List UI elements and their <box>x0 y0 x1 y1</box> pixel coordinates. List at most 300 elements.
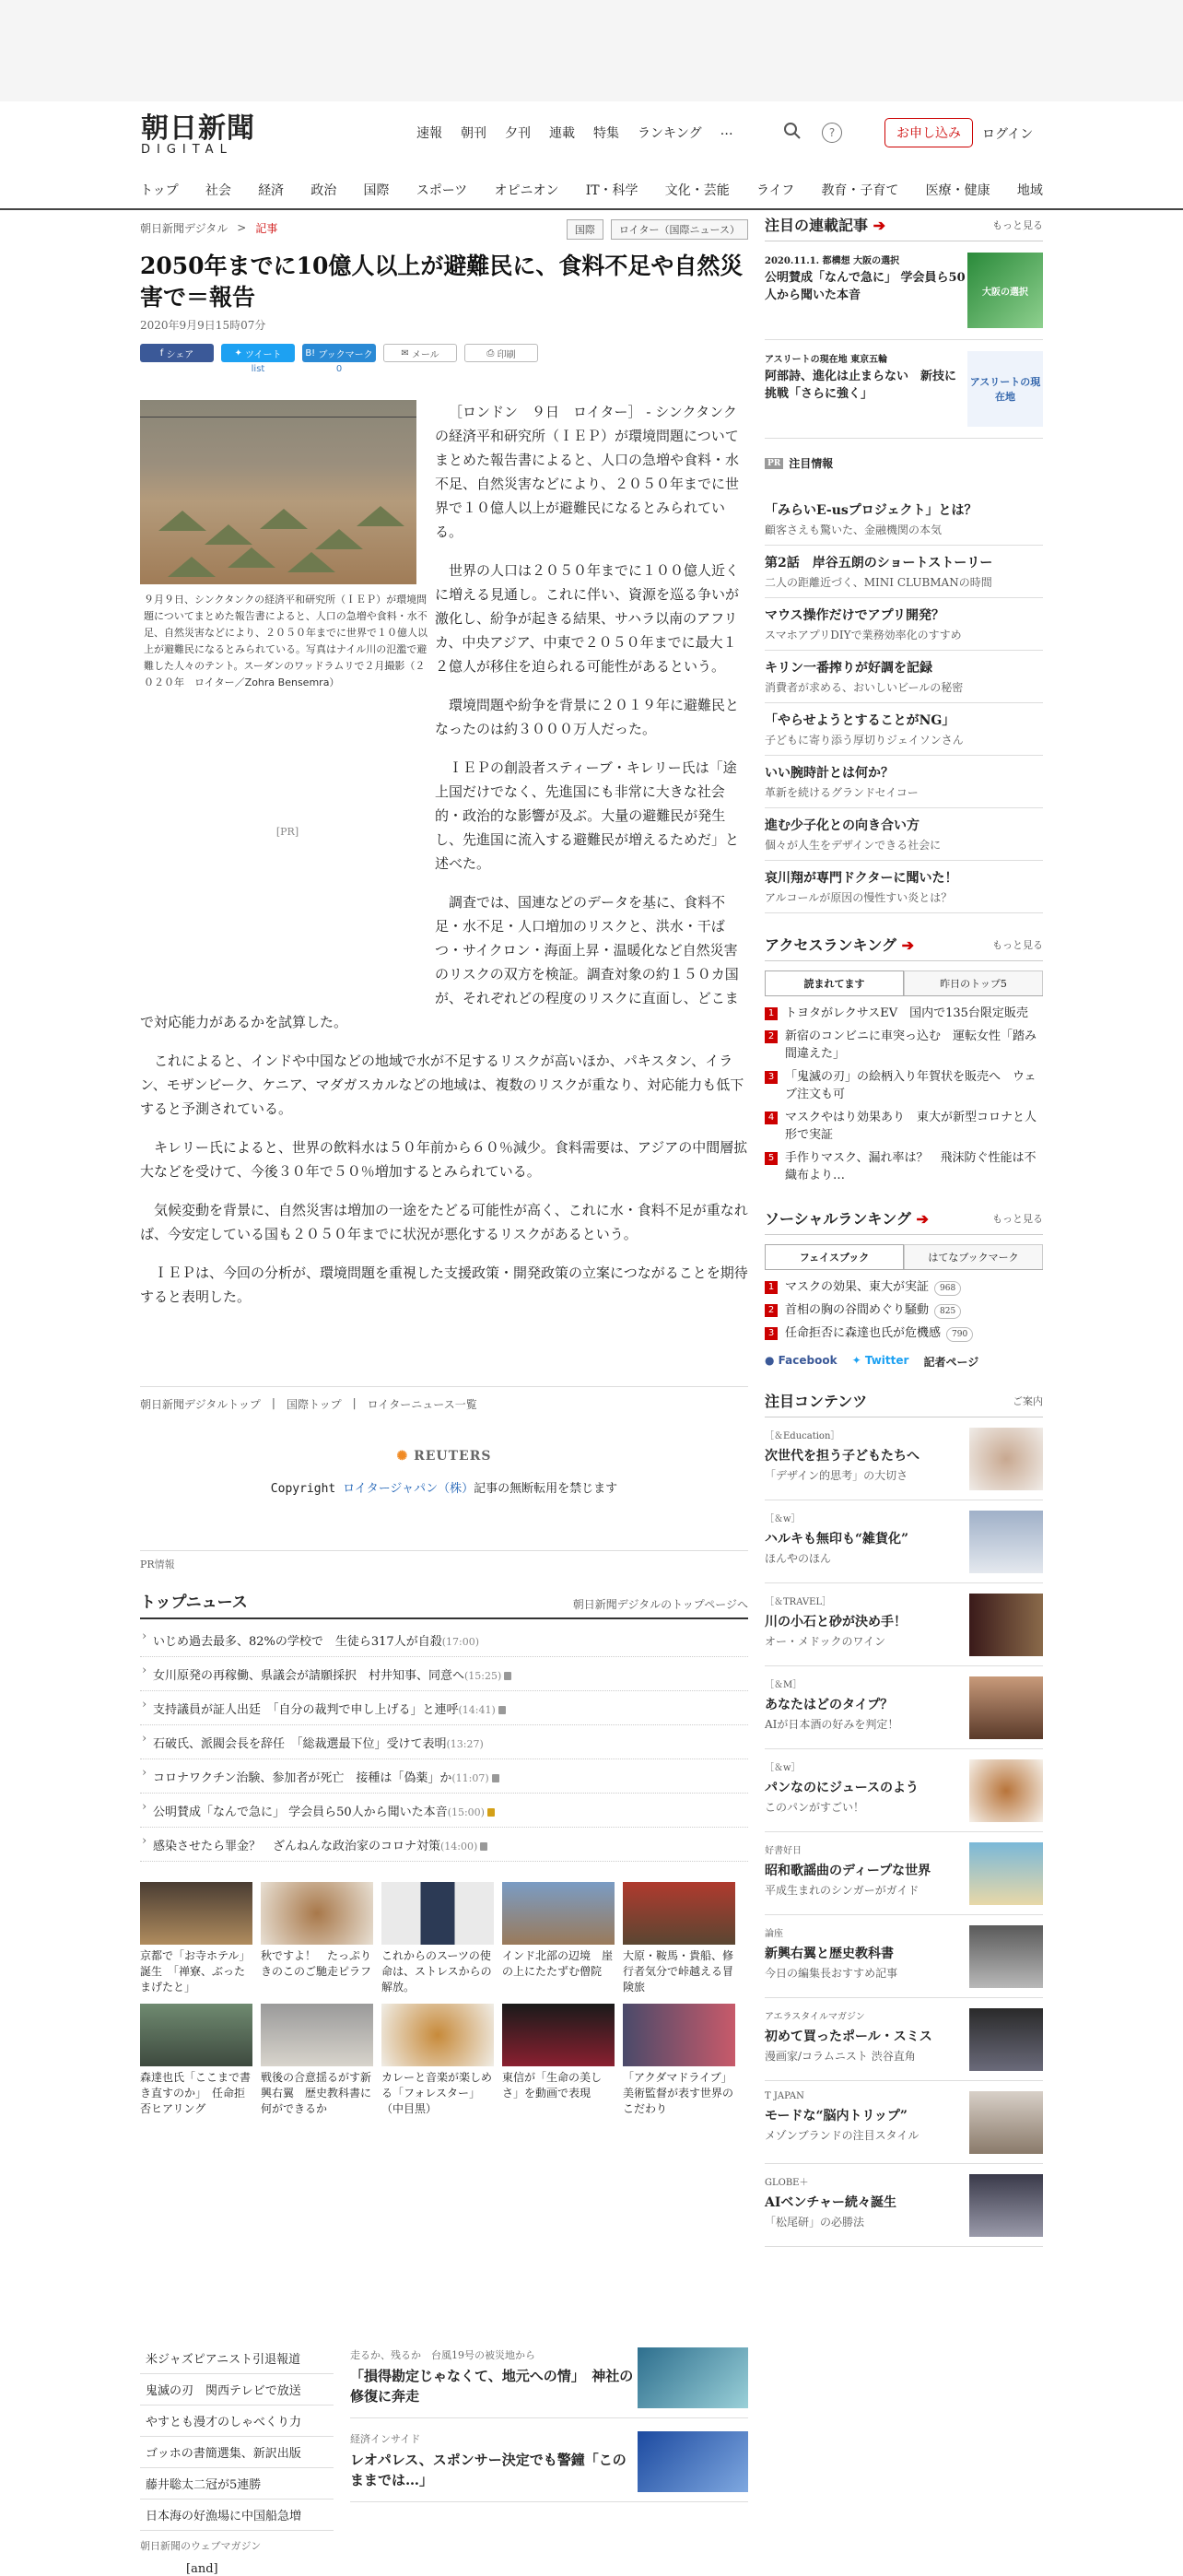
tw-label: ツイート <box>245 349 282 360</box>
list-item[interactable]: 日本海の好漁場に中国船急増 <box>140 2500 334 2531</box>
item-title: 「やらせようとすることがNG」 <box>765 713 955 728</box>
item-sub: スマホアプリDIYで業務効率化のすすめ <box>765 629 962 641</box>
content-thumbnail <box>969 2174 1043 2237</box>
tag-reuters[interactable]: ロイター（国際ニュース） <box>611 219 748 240</box>
content-kicker: ［＆TRAVEL］ <box>765 1597 832 1607</box>
thumbnail <box>623 1882 735 1945</box>
content-item[interactable] <box>765 1666 1043 1749</box>
thumbnail <box>140 2004 252 2066</box>
list-item[interactable]: 米ジャズピアニスト引退報道 <box>140 2343 334 2374</box>
featured-contents <box>765 1390 1043 2247</box>
series-more-link[interactable]: もっと見る <box>992 218 1043 231</box>
login-button[interactable]: ログイン <box>982 127 1034 142</box>
content-thumbnail <box>969 2091 1043 2154</box>
share-bar <box>140 344 748 374</box>
paragraph: 環境問題や紛争を背景に２０１９年に避難民となったのは約３０００万人だった。 <box>435 697 740 737</box>
series-thumbnail: アスリートの現在地 <box>967 351 1043 427</box>
content-kicker: GLOBE＋ <box>765 2178 809 2188</box>
paragraph: ＩＥＰの創設者スティーブ・キレリー氏は「途上国だけでなく、先進国にも非常に大きな社会的・政治的な影響が及ぶ。大量の避難民が発生し、先進国に流入する避難民が増えるためだ」と述べた。 <box>435 759 740 872</box>
cat-opinion[interactable]: オピニオン <box>494 183 559 198</box>
thumbnail <box>261 2004 373 2066</box>
printer-icon: ⎙ <box>486 347 498 359</box>
content-item[interactable] <box>765 1915 1043 1998</box>
attention-header <box>765 455 1043 471</box>
item-title: キリン一番搾りが好調を記録 <box>765 661 932 676</box>
list-item[interactable] <box>765 861 1043 913</box>
social-more-link[interactable]: もっと見る <box>992 1212 1043 1225</box>
help-icon[interactable]: ? <box>822 123 842 143</box>
content-sub: ほんやのほん <box>765 1552 832 1565</box>
feature-item[interactable] <box>350 2347 748 2418</box>
bottom-list <box>140 2343 334 2531</box>
crumb-article[interactable]: 記事 <box>255 221 278 235</box>
cat-international[interactable]: 国際 <box>363 183 390 198</box>
thumbnail <box>261 1882 373 1945</box>
twitter-icon: ✦ <box>234 347 246 359</box>
attention-list <box>765 493 1043 913</box>
content-item[interactable] <box>765 1417 1043 1500</box>
logo-sub: DIGITAL <box>141 143 233 157</box>
list-item[interactable] <box>765 703 1043 756</box>
rank-title: トヨタがレクサスEV 国内で135台限定販売 <box>785 1006 1028 1020</box>
mail-button[interactable] <box>383 344 457 362</box>
top-band <box>0 0 1183 101</box>
tab-hatena[interactable]: はてなブックマーク <box>904 1244 1043 1269</box>
hatena-bookmark-button[interactable] <box>302 344 376 362</box>
list-item[interactable] <box>140 1623 748 1657</box>
news-title: 感染させたら罪金？ ざんねんな政治家のコロナ対策 <box>153 1840 441 1853</box>
pr-badge: PR <box>765 458 783 469</box>
content-title: 川の小石と砂が決め手！ <box>765 1615 907 1629</box>
list-item[interactable] <box>140 1828 748 1862</box>
news-time: (15:25) <box>464 1670 502 1682</box>
share-count: 968 <box>934 1281 961 1296</box>
content-item[interactable] <box>765 2164 1043 2247</box>
cat-region[interactable]: 地域 <box>1016 183 1043 198</box>
ranking-item[interactable] <box>765 1002 1043 1025</box>
contents-title: 注目コンテンツ <box>765 1393 868 1410</box>
rank-title: 手作りマスク、漏れ率は？ 飛沫防ぐ性能は不織布より… <box>785 1151 1037 1182</box>
news-title: いじめ過去最多、82%の学校で 生徒ら317人が自殺 <box>153 1635 442 1649</box>
content-kicker: T JAPAN <box>765 2091 804 2101</box>
content-title: AIベンチャー続々誕生 <box>765 2195 896 2210</box>
facebook-share-button[interactable] <box>140 344 214 362</box>
print-button[interactable] <box>464 344 538 362</box>
news-title: 支持議員が証人出廷 「自分の裁判で申し上げる」と連呼 <box>153 1703 459 1717</box>
bottom-features <box>350 2347 748 2515</box>
content-title: 次世代を担う子どもたちへ <box>765 1449 919 1464</box>
content-title: 新興右翼と歴史教科書 <box>765 1947 894 1961</box>
lock-icon <box>480 1842 487 1851</box>
list-item[interactable] <box>140 1691 748 1725</box>
paragraph: これによると、インドや中国などの地域で水が不足するリスクが高いほか、パキスタン、イラン、モザンビーク、ケニア、マダガスカルなどの地域は、複数のリスクが重なり、対応能力も低下すると予測されている。 <box>140 1053 744 1117</box>
list-item[interactable] <box>140 1759 748 1794</box>
site-logo[interactable] <box>141 114 270 157</box>
content-thumbnail <box>969 1842 1043 1905</box>
fb-label: シェア <box>166 349 194 360</box>
content-thumbnail <box>969 1511 1043 1573</box>
nav-evening[interactable]: 夕刊 <box>505 126 531 141</box>
reuters-icon: ✺ <box>396 1449 409 1464</box>
news-time: (13:27) <box>446 1738 484 1750</box>
rank-badge: 5 <box>765 1152 778 1165</box>
paragraph: 世界の人口は２０５０年までに１００億人近くに増える見通し。これに伴い、資源を巡る争いが激化し、紛争が起きる結果、サハラ以南のアフリカ、中央アジア、中東で２０５０年までに最大１２億人が移住を迫られる可能性があるという。 <box>435 562 740 675</box>
item-title: 哀川翔が専門ドクターに聞いた！ <box>765 871 958 886</box>
reuters-logo-text: REUTERS <box>414 1449 492 1464</box>
series-thumbnail: 大阪の選択 <box>967 253 1043 328</box>
ranking-item[interactable] <box>765 1322 1043 1345</box>
access-ranking <box>765 934 1043 1187</box>
twitter-icon: ✦ <box>851 1354 861 1367</box>
lock-icon <box>498 1706 506 1714</box>
contents-guide-link[interactable]: ご案内 <box>1013 1394 1043 1407</box>
content-sub: 「松尾研」の必勝法 <box>765 2216 865 2229</box>
reuters-credit <box>140 1449 748 1496</box>
reuters-logo <box>140 1449 748 1464</box>
content-sub: 今日の編集長おすすめ記事 <box>765 1967 898 1980</box>
cat-sports[interactable]: スポーツ <box>416 183 468 198</box>
photo-grid <box>140 1882 748 2118</box>
article-title: 2050年までに10億人以上が避難民に、食料不足や自然災害で＝報告 <box>140 253 744 311</box>
series-item[interactable] <box>765 241 1043 340</box>
cat-health[interactable]: 医療・健康 <box>925 183 990 198</box>
grid-item[interactable] <box>140 2004 252 2118</box>
grid-item[interactable] <box>261 2004 373 2118</box>
ranking-item[interactable] <box>765 1276 1043 1299</box>
tag-international[interactable]: 国際 <box>567 219 603 240</box>
content-thumbnail <box>969 1925 1043 1988</box>
news-title: 石破氏、派閥会長を辞任 「総裁選最下位」受けて表明 <box>153 1737 447 1751</box>
content-thumbnail <box>969 1759 1043 1822</box>
content-title: ハルキも無印も“雑貨化” <box>765 1532 909 1547</box>
link-digital-top[interactable]: 朝日新聞デジタルトップ <box>140 1398 261 1411</box>
print-label: 印刷 <box>497 349 516 360</box>
facebook-icon: f <box>159 347 167 359</box>
cat-society[interactable]: 社会 <box>205 183 231 198</box>
top-news-title: トップニュース <box>140 1594 248 1612</box>
grid-caption: 森達也氏「ここまで書き直すのか」 任命拒否ヒアリング <box>140 2071 252 2115</box>
writer-page-link[interactable]: 記者ページ <box>923 1356 979 1369</box>
nav-breaking[interactable]: 速報 <box>416 126 442 141</box>
thumbnail <box>381 1882 494 1945</box>
series-kicker: 2020.11.1. 都構想 大阪の選択 <box>765 256 900 266</box>
rank-badge: 4 <box>765 1112 778 1124</box>
item-title: いい腕時計とは何か？ <box>765 766 894 781</box>
news-title: コロナワクチン治験、参加者が死亡 接種は「偽薬」か <box>153 1771 452 1785</box>
cat-life[interactable]: ライフ <box>756 183 795 198</box>
content-kicker: ［＆w］ <box>765 1763 801 1773</box>
rank-badge: 2 <box>765 1304 778 1317</box>
list-item[interactable]: ゴッホの書簡選集、新訳出版 <box>140 2437 334 2468</box>
article-photo[interactable] <box>140 400 416 584</box>
list-item[interactable] <box>765 598 1043 651</box>
list-item[interactable] <box>765 808 1043 861</box>
rank-badge: 1 <box>765 1007 778 1020</box>
content-item[interactable] <box>765 1832 1043 1915</box>
header-nav <box>416 124 733 142</box>
hb-label: ブックマーク <box>318 349 373 360</box>
content-sub: このパンがすごい！ <box>765 1801 865 1814</box>
content-thumbnail <box>969 1676 1043 1739</box>
thumbnail <box>502 2004 615 2066</box>
thumbnail <box>381 2004 494 2066</box>
arrow-right-icon: ➔ <box>901 936 915 954</box>
feature-title: 「損得勘定じゃなくて、地元への情」 神社の修復に奔走 <box>350 2368 634 2405</box>
top-news-more-link[interactable]: 朝日新聞デジタルのトップページへ <box>572 1598 748 1611</box>
feature-kicker: 経済インサイド <box>350 2433 421 2445</box>
content-title: 昭和歌謡曲のディープな世界 <box>765 1864 931 1878</box>
content-title: モードな“脳内トリップ” <box>765 2109 908 2123</box>
content-sub: オー・メドックのワイン <box>765 1635 886 1648</box>
content-thumbnail <box>969 2008 1043 2071</box>
grid-caption: 「アクダマドライブ」美術監督が表す世界のこだわり <box>623 2071 734 2115</box>
figure <box>140 400 435 1008</box>
grid-caption: 大原・鞍馬・貴船、修行者気分で峠越える冒険旅 <box>623 1949 734 1994</box>
logo-title: 朝日新聞 <box>141 112 255 145</box>
list-item[interactable] <box>765 651 1043 703</box>
content-sub: 「デザイン的思考」の大切さ <box>765 1469 908 1482</box>
bookmark-count[interactable]: 0 <box>335 364 343 374</box>
grid-item[interactable] <box>623 1882 735 1996</box>
content-kicker: ［＆w］ <box>765 1514 801 1524</box>
mail-icon: ✉ <box>401 347 412 359</box>
facebook-link[interactable] <box>765 1354 837 1370</box>
thumbnail <box>140 1882 252 1945</box>
web-magazine-label: 朝日新聞のウェブマガジン <box>140 2540 262 2552</box>
lock-icon <box>492 1774 499 1782</box>
content-item[interactable] <box>765 1583 1043 1666</box>
grid-item[interactable] <box>623 2004 735 2118</box>
item-sub: 子どもに寄り添う厚切りジェイソンさん <box>765 734 964 747</box>
content-item[interactable] <box>765 1500 1043 1583</box>
grid-caption: これからのスーツの使命は、ストレスからの解放。 <box>381 1949 492 1994</box>
rank-title: マスクやはり効果あり 東大が新型コロナと人形で実証 <box>785 1111 1037 1142</box>
rank-title: 「鬼滅の刃」の絵柄入り年賀状を販売へ ウェブ注文も可 <box>785 1070 1037 1101</box>
list-item[interactable] <box>140 1794 748 1828</box>
grid-caption: 秋ですよ！ たっぷりきのこのご馳走ピラフ <box>261 1949 372 1978</box>
paragraph: キレリー氏によると、世界の飲料水は５０年前から６０％減少。食料需要は、アジアの中間層拡大などを受けて、今後３０年で５０％増加するとみられている。 <box>140 1139 748 1180</box>
thumbnail <box>623 2004 735 2066</box>
nav-features[interactable]: 特集 <box>593 126 619 141</box>
lock-icon <box>504 1672 511 1680</box>
nav-morning[interactable]: 朝刊 <box>461 126 486 141</box>
list-item[interactable] <box>140 1725 748 1759</box>
thumbnail <box>502 1882 615 1945</box>
reuters-japan-link[interactable]: ロイタージャパン（株） <box>343 1482 474 1496</box>
item-sub: 顧客さえも驚いた、金融機関の本気 <box>765 523 943 536</box>
article-body <box>140 400 748 1323</box>
news-title: 公明賛成「なんで急に」 学会員ら50人から聞いた本音 <box>153 1806 448 1819</box>
arrow-right-icon: ➔ <box>873 217 885 234</box>
nav-ranking[interactable]: ランキング <box>638 126 702 141</box>
pr-label: [PR] <box>275 826 299 838</box>
photo-caption: ９月９日、シンクタンクの経済平和研究所（ＩＥＰ）が環境問題についてまとめた報告書によると、人口の急増や食料・水不足、自然災害などにより、２０５０年までに世界で１０億人以上が避難民になるとみられている。写真はナイル川の氾濫で避難した人々のテント。スーダンのワッドラムリで２月撮影（２０２０年 ロイター／Zohra Bensemra） <box>144 594 428 688</box>
mail-label: メール <box>411 349 439 360</box>
cat-economy[interactable]: 経済 <box>258 183 285 198</box>
crumb-home[interactable]: 朝日新聞デジタル <box>140 221 228 235</box>
feature-thumbnail <box>638 2431 748 2492</box>
ranking-item[interactable] <box>765 1299 1043 1322</box>
content-kicker: ［＆M］ <box>765 1680 802 1690</box>
article-footer-links: 朝日新聞デジタルトップ | 国際トップ | ロイターニュース一覧 <box>140 1386 748 1412</box>
tab-most-read[interactable]: 読まれてます <box>765 970 904 995</box>
content-sub: AIが日本酒の好みを判定！ <box>765 1718 899 1731</box>
grid-caption: カレーと音楽が楽しめる「フォレスター」（中目黒） <box>381 2071 493 2115</box>
paragraph: ［ロンドン ９日 ロイター］ - シンクタンクの経済平和研究所（ＩＥＰ）が環境問題についてまとめた報告書によると、人口の急増や食料・水不足、自然災害などにより、２０５０年までに世界で１０億人以上が避難民になるとみられている。 <box>435 404 740 540</box>
news-time: (11:07) <box>451 1772 489 1784</box>
hatena-icon: B! <box>305 347 319 359</box>
feature-title: レオパレス、スポンサー決定でも警鐘「このままでは…」 <box>350 2452 627 2488</box>
facebook-label: Facebook <box>778 1354 837 1367</box>
list-item[interactable]: やすとも漫才のしゃべくり力 <box>140 2405 334 2437</box>
subscribe-button[interactable]: お申し込み <box>884 118 973 147</box>
rank-title: マスクの効果、東大が実証 <box>785 1280 930 1294</box>
category-nav <box>0 168 1183 210</box>
search-icon[interactable] <box>783 122 802 144</box>
content-title: パンなのにジュースのよう <box>765 1781 919 1795</box>
copyright <box>140 1478 748 1496</box>
series-kicker: アスリートの現在地 東京五輪 <box>765 355 888 365</box>
item-title: 進む少子化との向き合い方 <box>765 818 919 833</box>
rank-badge: 3 <box>765 1327 778 1340</box>
grid-item[interactable] <box>381 1882 494 1996</box>
news-title: 女川原発の再稼働、県議会が請願採択 村井知事、同意へ <box>153 1669 465 1683</box>
news-time: (14:41) <box>458 1704 496 1716</box>
share-count: 790 <box>946 1327 973 1342</box>
grid-item[interactable] <box>502 1882 615 1996</box>
item-sub: アルコールが原因の慢性すい炎とは？ <box>765 891 953 904</box>
list-item[interactable]: 藤井聡太二冠が5連勝 <box>140 2468 334 2500</box>
nav-more[interactable]: … <box>720 124 733 138</box>
grid-caption: インド北部の辺境 崖の上にたたずむ僧院 <box>502 1949 614 1978</box>
content-item[interactable] <box>765 2081 1043 2164</box>
access-title: アクセスランキング <box>765 936 897 954</box>
social-ranking <box>765 1207 1043 1370</box>
twitter-label: Twitter <box>864 1354 909 1367</box>
paragraph: 調査では、国連などのデータを基に、食料不足・水不足・人口増加のリスクと、洪水・干ばつ・サイクロン・海面上昇・温暖化など自然災害のリスクの双方を検証。調査対象の約１５０カ国が、それぞれどの程度のリスクに直面し、どこまで対応能力があるかを試算した。 <box>140 894 739 1030</box>
grid-item[interactable] <box>261 1882 373 1996</box>
grid-item[interactable] <box>381 2004 494 2118</box>
copy-post: 記事の無断転用を禁じます <box>474 1482 618 1496</box>
cat-it-science[interactable]: IT・科学 <box>585 183 638 198</box>
ranking-item[interactable] <box>765 1025 1043 1065</box>
twitter-link[interactable] <box>852 1354 909 1370</box>
ranking-item[interactable] <box>765 1147 1043 1187</box>
list-item[interactable] <box>140 1657 748 1691</box>
share-count: 825 <box>934 1304 961 1319</box>
feature-item[interactable] <box>350 2431 748 2502</box>
tab-yesterday-top5[interactable]: 昨日のトップ5 <box>904 970 1043 995</box>
copy-pre: Copyright <box>270 1482 344 1496</box>
rank-title: 新宿のコンビニに車突っ込む 運転女性「踏み間違えた」 <box>785 1029 1037 1061</box>
cat-politics[interactable]: 政治 <box>310 183 337 198</box>
content-kicker: 好書好日 <box>765 1846 802 1856</box>
content-sub: メゾンブランドの注目スタイル <box>765 2129 919 2142</box>
cat-education[interactable]: 教育・子育て <box>821 183 899 198</box>
tweet-count[interactable]: list <box>251 364 265 374</box>
content-kicker: アエラスタイルマガジン <box>765 2012 865 2022</box>
grid-caption: 京都で「お寺ホテル」誕生 「禅寮、ぶったまげたと」 <box>140 1949 251 1994</box>
news-time: (15:00) <box>447 1806 485 1818</box>
news-time: (17:00) <box>441 1636 480 1648</box>
series-title: 注目の連載記事 <box>765 217 869 234</box>
list-item[interactable]: 鬼滅の刃 関西テレビで放送 <box>140 2374 334 2405</box>
content-kicker: 論座 <box>765 1929 783 1939</box>
link-international-top[interactable]: 国際トップ <box>286 1398 342 1411</box>
cat-culture[interactable]: 文化・芸能 <box>664 183 730 198</box>
chevron-right-icon: > <box>237 221 247 234</box>
facebook-icon: ● <box>765 1354 775 1367</box>
content-sub: 漫画家/コラムニスト 渋谷直角 <box>765 2050 916 2063</box>
sidebar <box>765 214 1043 2247</box>
series-headline: 公明賛成「なんで急に」 学会員ら50人から聞いた本音 <box>765 271 966 302</box>
header-icons <box>783 122 842 144</box>
grid-item[interactable] <box>140 1882 252 1996</box>
social-title: ソーシャルランキング <box>765 1210 911 1228</box>
link-reuters-list[interactable]: ロイターニュース一覧 <box>367 1398 477 1411</box>
paragraph: 気候変動を背景に、自然災害は増加の一途をたどる可能性が高く、これに水・食料不足が重なれば、今安定している国も２０５０年までに状況が悪化するリスクがあるという。 <box>140 1202 748 1242</box>
cat-top[interactable]: トップ <box>140 183 179 198</box>
news-time: (14:00) <box>440 1841 478 1853</box>
ranking-item[interactable] <box>765 1065 1043 1106</box>
twitter-share-button[interactable] <box>221 344 295 362</box>
rank-badge: 2 <box>765 1030 778 1043</box>
content-thumbnail <box>969 1428 1043 1490</box>
pr-info: PR情報 <box>140 1550 748 1571</box>
item-title: 「みらいE-usプロジェクト」とは？ <box>765 503 978 518</box>
rank-title: 任命拒否に森達也氏が危機感 <box>785 1326 942 1340</box>
content-thumbnail <box>969 1594 1043 1656</box>
item-title: マウス操作だけでアプリ開発？ <box>765 608 945 623</box>
series-item[interactable] <box>765 340 1043 439</box>
list-item[interactable] <box>765 546 1043 598</box>
item-sub: 二人の距離近づく、MINI CLUBMANの時間 <box>765 576 992 589</box>
grid-item[interactable] <box>502 2004 615 2118</box>
ranking-item[interactable] <box>765 1106 1043 1147</box>
feature-thumbnail <box>638 2347 748 2408</box>
item-sub: 消費者が求める、おいしいビールの秘密 <box>765 681 964 694</box>
rank-title: 首相の胸の谷間めぐり騒動 <box>785 1303 930 1317</box>
list-item[interactable] <box>765 493 1043 546</box>
grid-caption: 戦後の合意揺るがす新興右翼 歴史教科書に何ができるか <box>261 2071 372 2115</box>
item-title: 第2話 岸谷五朗のショートストーリー <box>765 556 993 570</box>
nav-series[interactable]: 連載 <box>549 126 575 141</box>
feature-kicker: 走るか、残るか 台風19号の被災地から <box>350 2349 535 2361</box>
article-date: 2020年9月9日15時07分 <box>140 319 266 332</box>
article-main <box>140 214 748 2576</box>
access-more-link[interactable]: もっと見る <box>992 938 1043 951</box>
paragraph: ＩＥＰは、今回の分析が、環境問題を重視した支援政策・開発政策の立案につながることを期待すると表明した。 <box>140 1264 748 1305</box>
attention-title: 注目情報 <box>789 457 834 470</box>
rank-badge: 3 <box>765 1071 778 1084</box>
lock-icon <box>487 1808 495 1817</box>
content-sub: 平成生まれのシンガーがガイド <box>765 1884 919 1897</box>
site-header <box>0 101 1183 168</box>
and-magazine-logo[interactable]: [and] <box>186 2562 218 2576</box>
item-sub: 革新を続けるグランドセイコー <box>765 786 919 799</box>
rank-badge: 1 <box>765 1281 778 1294</box>
list-item[interactable] <box>765 756 1043 808</box>
content-kicker: ［＆Education］ <box>765 1431 840 1441</box>
arrow-right-icon: ➔ <box>916 1210 929 1228</box>
tab-facebook[interactable]: フェイスブック <box>765 1244 904 1269</box>
content-item[interactable] <box>765 1998 1043 2081</box>
content-title: あなたはどのタイプ？ <box>765 1698 894 1712</box>
item-sub: 個々が人生をデザインできる社会に <box>765 839 942 852</box>
grid-caption: 東信が「生命の美しさ」を動画で表現 <box>502 2071 603 2100</box>
content-item[interactable] <box>765 1749 1043 1832</box>
top-news <box>140 1589 748 1862</box>
